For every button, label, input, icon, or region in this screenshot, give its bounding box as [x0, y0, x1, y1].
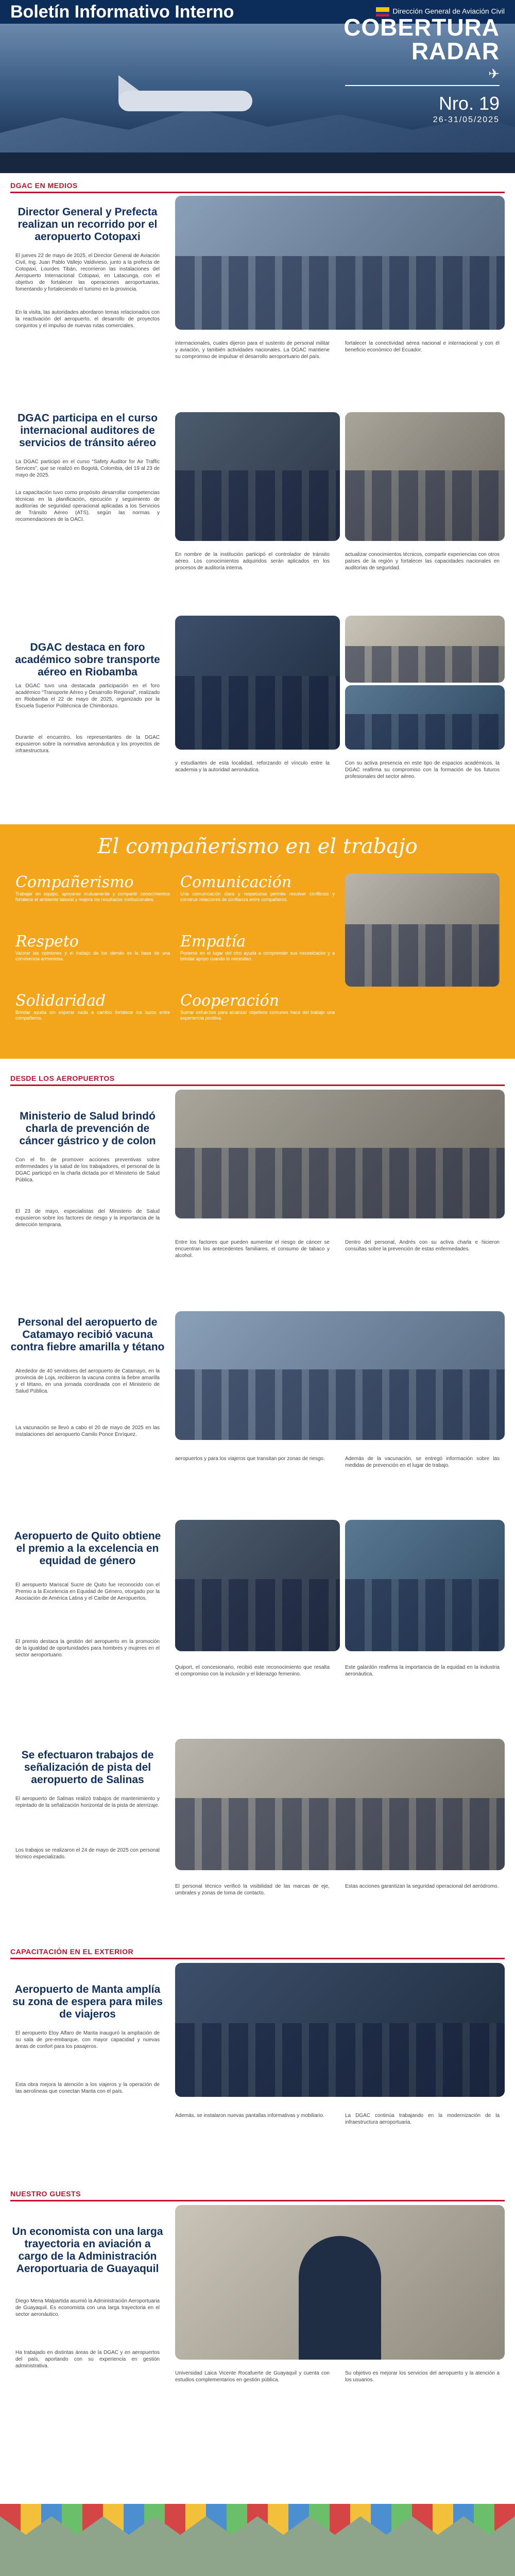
section-training-heading: CAPACITACIÓN EN EL EXTERIOR	[10, 1947, 134, 1956]
article-body: El jueves 22 de mayo de 2025, el Director General de Aviación Civil, Ing. Juan Pablo Vallejo Valdivieso, junto a la prefecta de Cotopaxi, Lourdes Tibán, recorrieron las instalaciones del Aeropuerto Internacional Cotopaxi, en Latacunga, con el objetivo de fortalecer las operaciones aeroportuarias, fomentando y fortaleciendo el turismo en la provincia.	[15, 253, 160, 292]
article-cotopaxi	[10, 196, 505, 392]
values-title: El compañerismo en el trabajo	[97, 835, 418, 858]
section-divider	[10, 192, 505, 193]
article-ats-course	[10, 407, 505, 603]
article-body: Alrededor de 40 servidores del aeropuerto de Catamayo, en la provincia de Loja, recibieron la vacuna contra la fiebre amarilla y el tétano, en una jornada coordinada con el Ministerio de Salud Pública.	[15, 1368, 160, 1394]
value-name: Empatía	[180, 933, 246, 951]
article-title: Ministerio de Salud brindó charla de prevención de cáncer gástrico y de colon	[19, 1110, 156, 1147]
value-text: Brindar ayuda sin esperar nada a cambio fortalece los lazos entre compañeros.	[15, 1010, 170, 1021]
article-body: Entre los factores que pueden aumentar el riesgo de cáncer se encuentran los antecedentes familiares, el consumo de tabaco y alcohol.	[175, 1240, 330, 1259]
article-title: DGAC destaca en foro académico sobre transporte aéreo en Riobamba	[15, 641, 160, 678]
article-title: Aeropuerto de Manta amplía su zona de espera para miles de viajeros	[12, 1984, 163, 2020]
article-body: Esta obra mejora la atención a los viajeros y la operación de las aerolíneas que conectan Manta con el país.	[15, 2082, 160, 2094]
divider	[345, 85, 500, 86]
article-body: Durante el encuentro, los representantes de la DGAC expusieron sobre la normativa aeronáutica y los proyectos de infraestructura.	[15, 735, 160, 754]
article-body: Diego Mena Malpartida asumió la Administración Aeroportuaria de Guayaquil. Es economista con una larga trayectoria en el sector aeronáutico.	[15, 2298, 160, 2317]
article-body: La DGAC continúa trabajando en la modernización de la infraestructura aeroportuaria.	[345, 2113, 500, 2125]
airplane-image	[118, 91, 252, 111]
value-name: Respeto	[15, 933, 79, 951]
article-body: Con su activa presencia en este tipo de espacios académicos, la DGAC reafirma su compromiso con la formación de los futuros profesionales del sector aéreo.	[345, 760, 500, 779]
section-divider	[10, 1958, 505, 1959]
article-body: El aeropuerto Eloy Alfaro de Manta inauguró la ampliación de su sala de pre-embarque, con mayor capacidad y nuevas áreas de confort para los pasajeros.	[15, 2030, 160, 2049]
article-quito-award	[10, 1520, 505, 1726]
article-photo	[175, 412, 340, 541]
teamwork-photo	[345, 873, 500, 987]
plane-icon: ✈	[488, 66, 500, 81]
value-card	[180, 992, 335, 1021]
article-body: Ha trabajado en distintas áreas de la DGAC y en aeropuertos del país, aportando con su experiencia en gestión administrativa.	[15, 2350, 160, 2369]
article-body: Su objetivo es mejorar los servicios del aeropuerto y la atención a los usuarios.	[345, 2370, 500, 2383]
value-name: Solidaridad	[15, 992, 106, 1010]
article-body: El aeropuerto Mariscal Sucre de Quito fue reconocido con el Premio a la Excelencia en Equidad de Género, otorgado por la Asociación de América Latina y el Caribe de Aeropuertos.	[15, 1582, 160, 1601]
article-body: Quiport, el concesionario, recibió este reconocimiento que resalta el compromiso con la inclusión y el liderazgo femenino.	[175, 1665, 330, 1677]
article-body: fortalecer la conectividad aérea nacional e internacional y con él beneficio económico del Ecuador.	[345, 341, 500, 353]
article-guayaquil-admin	[10, 2205, 505, 2473]
article-body: La DGAC participó en el curso “Safety Auditor for Air Traffic Services”, que se realizó en Bogotá, Colombia, del 19 al 23 de mayo de 2025.	[15, 459, 160, 478]
article-body: Además de la vacunación, se entregó información sobre las medidas de prevención en el lugar de trabajo.	[345, 1456, 500, 1468]
value-card	[15, 873, 170, 903]
dgac-logo: Dirección General de Aviación Civil	[376, 7, 505, 16]
article-title: Aeropuerto de Quito obtiene el premio a la excelencia en equidad de género	[14, 1530, 161, 1567]
value-text: Valorar las opiniones y el trabajo de los demás es la base de una convivencia armoniosa.	[15, 951, 170, 961]
article-photo	[175, 1739, 505, 1870]
value-text: Ponerse en el lugar del otro ayuda a comprender sus necesidades y a brindar apoyo cuando lo necesitan.	[180, 951, 335, 961]
article-body: El premio destaca la gestión del aeropuerto en la promoción de la igualdad de oportunidades para hombres y mujeres en el sector aeroportuario.	[15, 1639, 160, 1658]
article-body: Dentro del personal, Andrés con su activa charla e hicieron consultas sobre la prevención de estas enfermedades.	[345, 1240, 500, 1252]
value-name: Cooperación	[180, 992, 280, 1010]
article-manta-expansion	[10, 1963, 505, 2179]
article-body: En nombre de la institución participó el controlador de tránsito aéreo. Los conocimientos adquiridos serán aplicados en los procesos de auditoría interna.	[175, 552, 330, 571]
section-guest-heading: NUESTRO GUESTS	[10, 2190, 81, 2198]
section-airports-heading: DESDE LOS AEROPUERTOS	[10, 1074, 115, 1082]
article-body: Además, se instalaron nuevas pantallas informativas y mobiliario.	[175, 2113, 324, 2119]
section-divider	[10, 1084, 505, 1086]
article-body: La vacunación se llevó a cabo el 20 de mayo de 2025 en las instalaciones del aeropuerto Camilo Ponce Enríquez.	[15, 1425, 160, 1437]
issue-date: 26-31/05/2025	[433, 115, 500, 124]
article-photo	[175, 1090, 505, 1218]
article-body: En la visita, las autoridades abordaron temas relacionados con la reactivación del aeropuerto, el desarrollo de proyectos conjuntos y el impulso de nuevas rutas comerciales.	[15, 310, 160, 329]
article-title: Un economista con una larga trayectoria en aviación a cargo de la Administración Aeroportuaria de Guayaquil	[12, 2226, 163, 2275]
article-riobamba-forum	[10, 616, 505, 811]
article-body: internacionales, cuales dijeron para el sustento de personal militar y aviación, y también actividades nacionales. La DGAC mantiene su compromiso de impulsar el desarrollo aeroportuario del país.	[175, 341, 330, 360]
value-text: Una comunicación clara y respetuosa permite resolver conflictos y construir relaciones de confianza entre compañeros.	[180, 891, 335, 902]
value-card	[180, 873, 335, 903]
article-photo	[345, 1520, 505, 1651]
article-body: El aeropuerto de Salinas realizó trabajos de mantenimiento y repintado de la señalización horizontal de la pista de aterrizaje.	[15, 1796, 160, 1808]
value-card	[15, 933, 170, 962]
article-photo	[345, 616, 505, 683]
portrait-photo	[175, 2205, 505, 2360]
value-name: Compañerismo	[15, 873, 134, 891]
article-title: Se efectuaron trabajos de señalización de pista del aeropuerto de Salinas	[21, 1749, 154, 1786]
article-photo	[345, 685, 505, 750]
value-text: Trabajar en equipo, apoyarse mutuamente y compartir conocimientos fortalece el ambiente laboral y mejora los resultados institucionales.	[15, 891, 170, 902]
article-body: y estudiantes de esta localidad, reforzando el vínculo entre la academia y la autoridad aeronáutica.	[175, 760, 330, 773]
article-body: Con el fin de promover acciones preventivas sobre enfermedades y la salud de los trabajadores, el personal de la DGAC participó en la charla dictada por el Ministerio de Salud Pública.	[15, 1157, 160, 1183]
article-title: Director General y Prefecta realizan un recorrido por el aeropuerto Cotopaxi	[18, 206, 158, 243]
article-body: Universidad Laica Vicente Rocafuerte de Guayaquil y cuenta con estudios complementarios en gestión pública.	[175, 2370, 330, 2383]
article-catamayo-vaccine	[10, 1311, 505, 1507]
value-card	[15, 992, 170, 1021]
article-body: El personal técnico verificó la visibilidad de las marcas de eje, umbrales y zonas de toma de contacto.	[175, 1884, 330, 1896]
values-banner	[0, 824, 515, 1059]
article-salinas-runway	[10, 1739, 505, 1935]
value-name: Comunicación	[180, 873, 292, 891]
article-photo	[175, 1963, 505, 2097]
mountains-image	[0, 96, 515, 158]
section-news-heading: DGAC EN MEDIOS	[10, 181, 78, 190]
value-card	[180, 933, 335, 962]
article-photo	[175, 196, 505, 330]
article-photo	[175, 1520, 340, 1651]
cover-title: COBERTURA RADAR	[344, 14, 500, 64]
article-body: Los trabajos se realizaron el 24 de mayo de 2025 con personal técnico especializado.	[15, 1848, 160, 1860]
article-body: La capacitación tuvo como propósito desarrollar competencias técnicas en la planificación, ejecución y seguimiento de auditorías de seguridad operacional aplicadas a los Servicios de Tránsito Aéreo (ATS), según las normas y recomendaciones de la OACI.	[15, 490, 160, 522]
article-body: El 23 de mayo, especialistas del Ministerio de Salud expusieron sobre los factores de riesgo y la importancia de la detección temprana.	[15, 1209, 160, 1228]
article-body: La DGAC tuvo una destacada participación en el foro académico “Transporte Aéreo y Desarrollo Regional”, realizado en Riobamba el 22 de mayo de 2025, organizado por la Escuela Superior Politécnica de Chimborazo.	[15, 683, 160, 709]
article-photo	[345, 412, 505, 541]
article-health-talk	[10, 1090, 505, 1296]
value-text: Sumar esfuerzos para alcanzar objetivos comunes hace del trabajo una experiencia positiva.	[180, 1010, 335, 1021]
article-body: aeropuertos y para los viajeros que transitan por zonas de riesgo.	[175, 1456, 325, 1462]
article-body: actualizar conocimientos técnicos, compartir experiencias con otros países de la región y fortalecer las capacidades nacionales en auditorías de seguridad.	[345, 552, 500, 571]
section-divider	[10, 2200, 505, 2201]
birthdays-section	[0, 2504, 515, 2576]
issue-number: Nro. 19	[438, 93, 500, 114]
article-title: Personal del aeropuerto de Catamayo recibió vacuna contra fiebre amarilla y tétano	[10, 1316, 165, 1353]
article-photo	[175, 616, 340, 750]
bulletin-title: Boletín Informativo Interno	[10, 2, 234, 22]
article-body: Estas acciones garantizan la seguridad operacional del aeródromo.	[345, 1884, 499, 1889]
article-photo	[175, 1311, 505, 1440]
bunting-decoration	[0, 2504, 515, 2535]
article-title: DGAC participa en el curso internacional auditores de servicios de tránsito aéreo	[18, 412, 158, 449]
article-body: Este galardón reafirma la importancia de la equidad en la industria aeronáutica.	[345, 1665, 500, 1677]
